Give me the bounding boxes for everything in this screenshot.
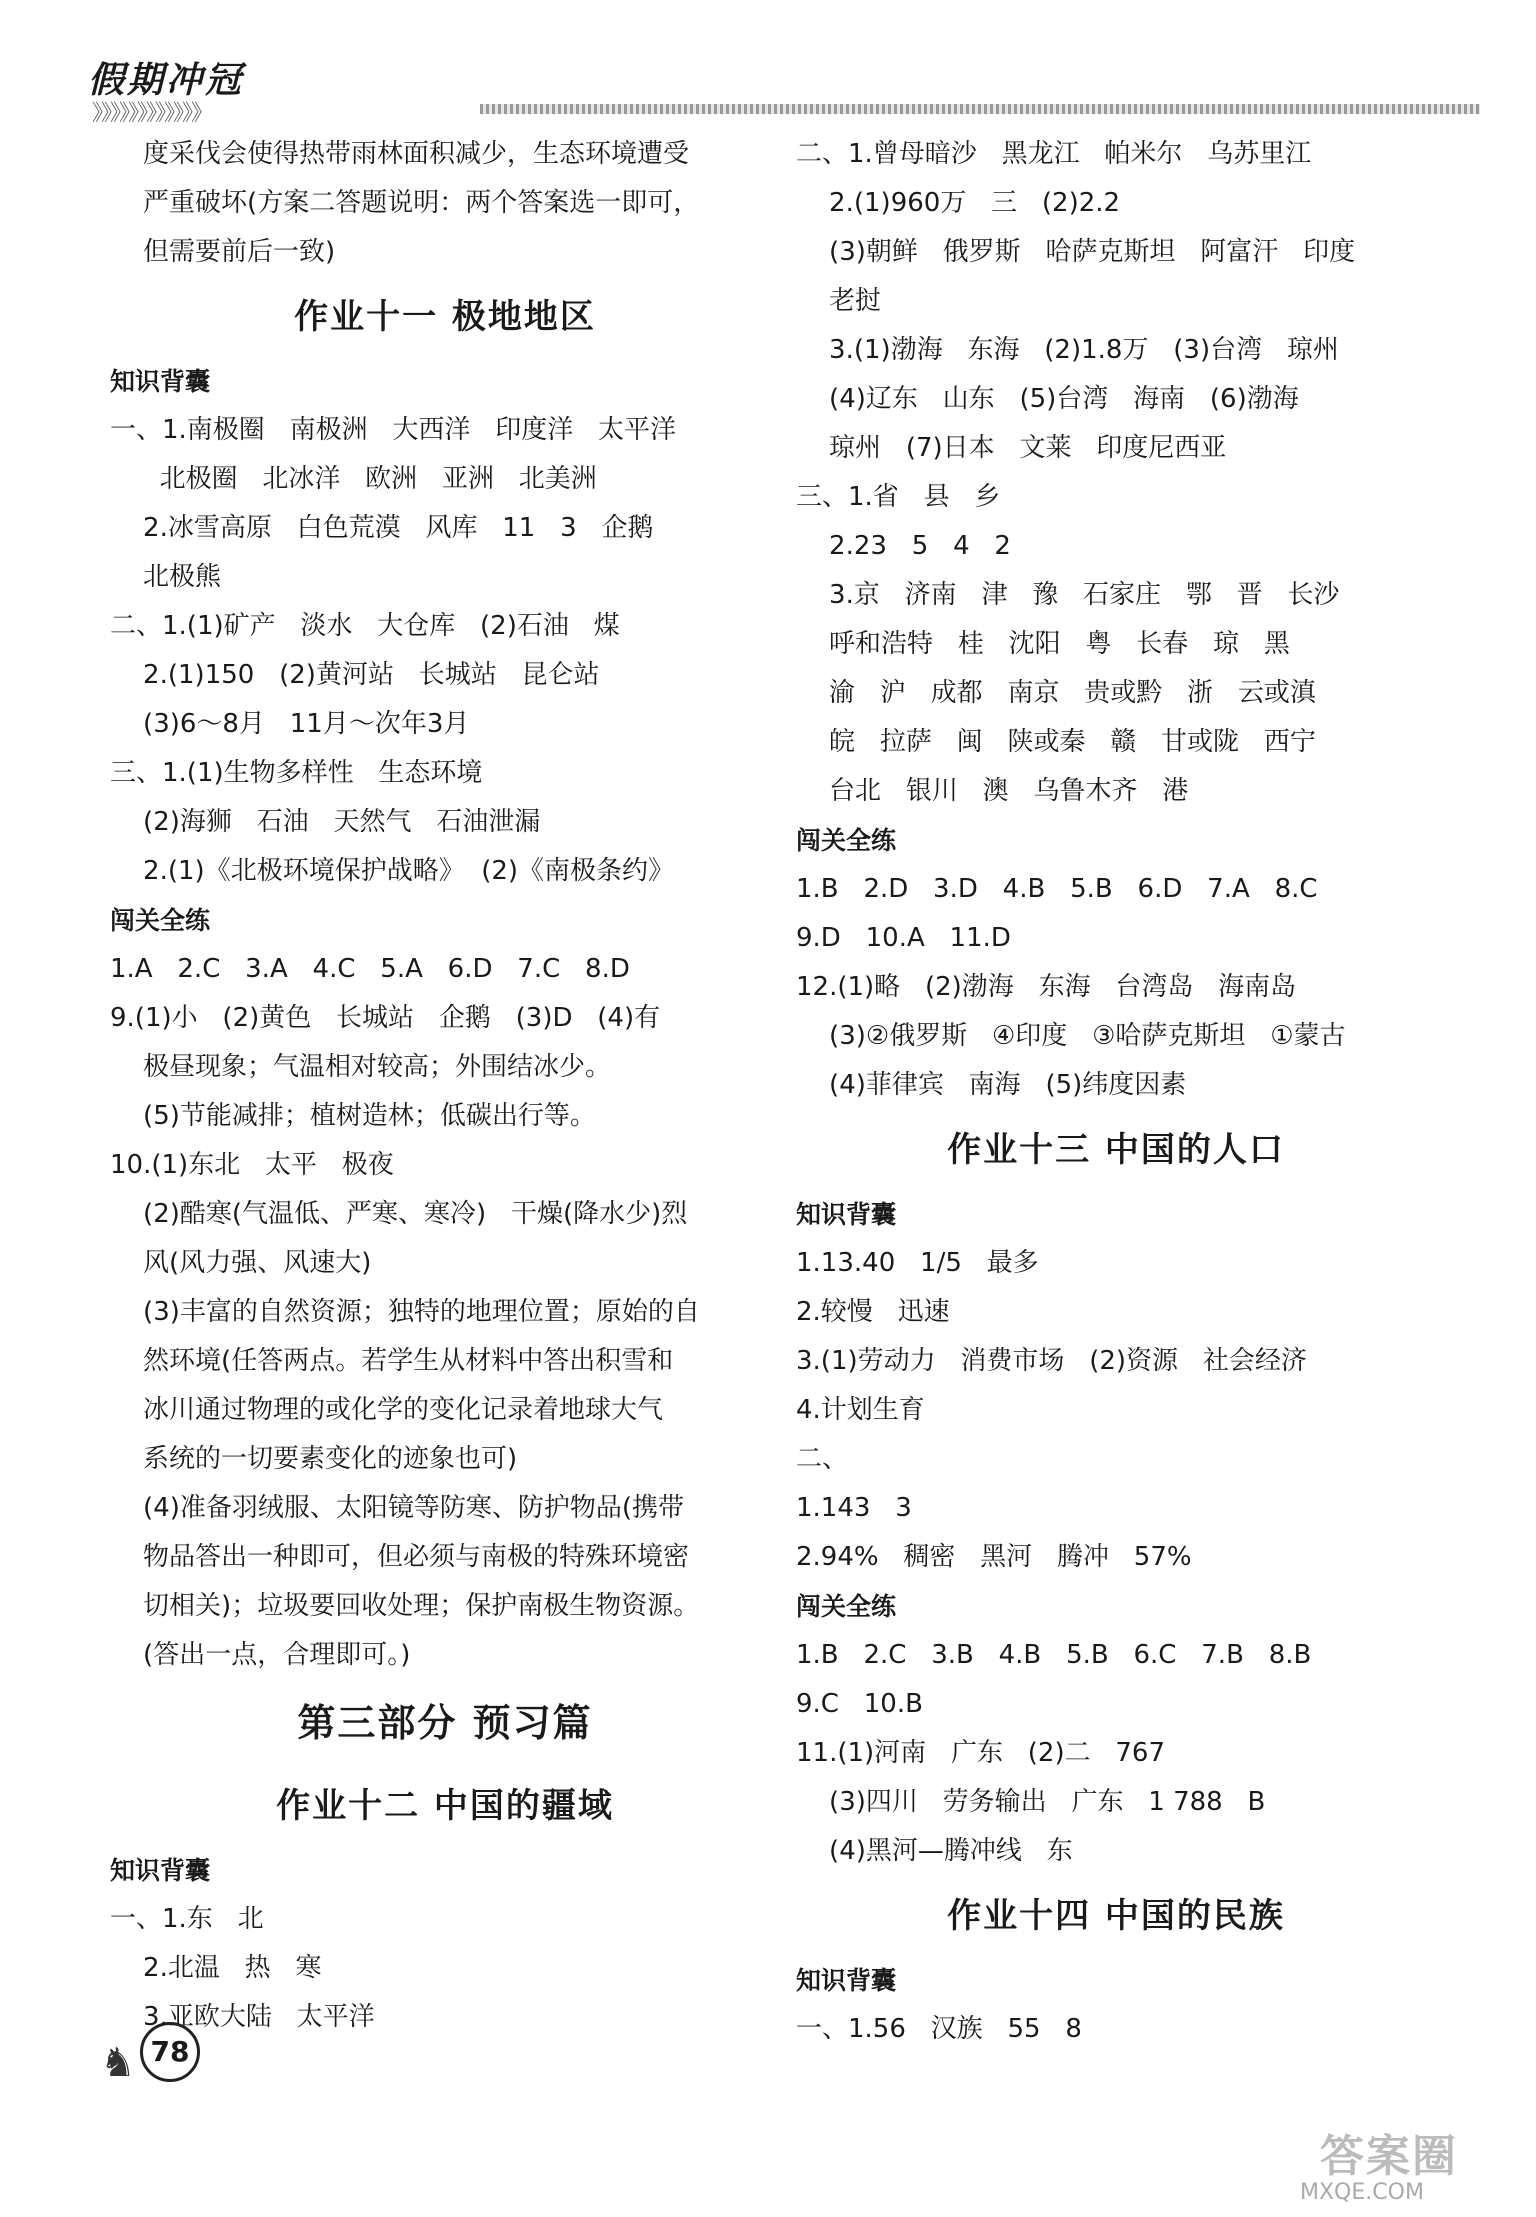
right-subheading: 知识背囊	[796, 1966, 897, 1995]
right-answer-line: 渝 沪 成都 南京 贵或黔 浙 云或滇	[796, 678, 1316, 708]
left-answer-line: (3)丰富的自然资源；独特的地理位置；原始的自	[110, 1297, 700, 1327]
right-answer-line: 二、	[796, 1444, 849, 1474]
left-answer-line: 三、1.(1)生物多样性 生态环境	[110, 758, 483, 788]
left-answer-line: (2)海狮 石油 天然气 石油泄漏	[110, 807, 541, 837]
header-rule	[480, 104, 1480, 114]
right-section-title: 作业十三 中国的人口	[947, 1130, 1285, 1170]
right-subheading: 闯关全练	[796, 826, 897, 855]
left-answer-line: 冰川通过物理的或化学的变化记录着地球大气	[110, 1395, 664, 1425]
right-answer-line: 2.(1)960万 三 (2)2.2	[796, 188, 1121, 218]
left-answer-line: 10.(1)东北 太平 极夜	[110, 1150, 394, 1180]
left-part-title: 第三部分 预习篇	[297, 1701, 593, 1745]
left-answer-line: 2.(1)《北极环境保护战略》 (2)《南极条约》	[110, 856, 675, 886]
left-answer-line: (答出一点，合理即可。)	[110, 1640, 411, 1670]
left-answer-line: 2.冰雪高原 白色荒漠 风库 11 3 企鹅	[110, 513, 654, 543]
left-answer-line: 系统的一切要素变化的迹象也可)	[110, 1444, 518, 1474]
right-answer-line: 三、1.省 县 乡	[796, 482, 1001, 512]
left-answer-line: 严重破坏(方案二答题说明：两个答案选一即可，	[110, 188, 700, 218]
left-answer-line: 2.(1)150 (2)黄河站 长城站 昆仑站	[110, 660, 600, 690]
left-answer-line: 物品答出一种即可，但必须与南极的特殊环境密	[110, 1542, 690, 1572]
left-subheading: 知识背囊	[110, 1856, 211, 1885]
right-column	[796, 130, 1436, 2054]
right-answer-line: 3.京 济南 津 豫 石家庄 鄂 晋 长沙	[796, 580, 1340, 610]
left-subheading: 闯关全练	[110, 906, 211, 935]
right-answer-line: (4)黑河—腾冲线 东	[796, 1836, 1073, 1866]
left-answer-line: 二、1.(1)矿产 淡水 大仓库 (2)石油 煤	[110, 611, 620, 641]
right-answer-line: 12.(1)略 (2)渤海 东海 台湾岛 海南岛	[796, 972, 1297, 1002]
right-answer-line: 11.(1)河南 广东 (2)二 767	[796, 1738, 1166, 1768]
right-answer-line: (4)菲律宾 南海 (5)纬度因素	[796, 1070, 1187, 1100]
right-answer-line: 2.94% 稠密 黑河 腾冲 57%	[796, 1542, 1192, 1572]
right-answer-line: 皖 拉萨 闽 陕或秦 赣 甘或陇 西宁	[796, 727, 1316, 757]
left-answer-line: 度采伐会使得热带雨林面积减少，生态环境遭受	[110, 139, 690, 169]
right-answer-line: 呼和浩特 桂 沈阳 粤 长春 琼 黑	[796, 629, 1290, 659]
right-answer-line: 1.143 3	[796, 1493, 912, 1523]
book-title: 假期冲冠	[88, 60, 245, 101]
left-answer-line: 9.(1)小 (2)黄色 长城站 企鹅 (3)D (4)有	[110, 1003, 661, 1033]
left-answer-line: 但需要前后一致)	[110, 237, 336, 267]
left-answer-line: 极昼现象；气温相对较高；外围结冰少。	[110, 1052, 612, 1082]
left-answer-line: 2.北温 热 寒	[110, 1953, 322, 1983]
left-section-title: 作业十一 极地地区	[294, 297, 596, 337]
left-answer-line: 3.亚欧大陆 太平洋	[110, 2002, 375, 2032]
right-answer-line: 琼州 (7)日本 文莱 印度尼西亚	[796, 433, 1227, 463]
right-answer-line: 2.较慢 迅速	[796, 1297, 950, 1327]
left-answer-line: 一、1.东 北	[110, 1904, 264, 1934]
right-section-title: 作业十四 中国的民族	[947, 1896, 1285, 1936]
right-answer-line: 4.计划生育	[796, 1395, 925, 1425]
right-answer-line: 一、1.56 汉族 55 8	[796, 2014, 1082, 2044]
left-answer-line: 切相关)；垃圾要回收处理；保护南极生物资源。	[110, 1591, 700, 1621]
left-answer-line: 北极圈 北冰洋 欧洲 亚洲 北美洲	[110, 464, 597, 494]
right-answer-line: 1.13.40 1/5 最多	[796, 1248, 1039, 1278]
left-answer-line: 一、1.南极圈 南极洲 大西洋 印度洋 太平洋	[110, 415, 676, 445]
left-answer-line: (2)酷寒(气温低、严寒、寒冷) 干燥(降水少)烈	[110, 1199, 688, 1229]
right-answer-line: 1.B 2.D 3.D 4.B 5.B 6.D 7.A 8.C	[796, 874, 1318, 904]
right-answer-line: (3)四川 劳务输出 广东 1 788 B	[796, 1787, 1266, 1817]
right-answer-line: 9.C 10.B	[796, 1689, 923, 1719]
right-answer-line: 9.D 10.A 11.D	[796, 923, 1011, 953]
left-answer-line: (3)6～8月 11月～次年3月	[110, 709, 470, 739]
right-subheading: 知识背囊	[796, 1200, 897, 1229]
left-answer-line: 然环境(任答两点。若学生从材料中答出积雪和	[110, 1346, 674, 1376]
right-answer-line: 老挝	[796, 286, 882, 316]
header-chevrons: 》》》》》》》》》》》》	[92, 101, 212, 126]
left-column	[110, 130, 780, 2042]
right-answer-line: 二、1.曾母暗沙 黑龙江 帕米尔 乌苏里江	[796, 139, 1312, 169]
left-answer-line: 1.A 2.C 3.A 4.C 5.A 6.D 7.C 8.D	[110, 954, 630, 984]
right-answer-line: (4)辽东 山东 (5)台湾 海南 (6)渤海	[796, 384, 1299, 414]
right-answer-line: (3)朝鲜 俄罗斯 哈萨克斯坦 阿富汗 印度	[796, 237, 1356, 267]
right-answer-line: 1.B 2.C 3.B 4.B 5.B 6.C 7.B 8.B	[796, 1640, 1312, 1670]
right-answer-line: (3)②俄罗斯 ④印度 ③哈萨克斯坦 ①蒙古	[796, 1021, 1346, 1051]
left-answer-line: 风(风力强、风速大)	[110, 1248, 372, 1278]
page-number: 78	[140, 2022, 200, 2082]
left-answer-line: 北极熊	[110, 562, 222, 592]
right-answer-line: 3.(1)劳动力 消费市场 (2)资源 社会经济	[796, 1346, 1307, 1376]
left-section-title: 作业十二 中国的疆域	[276, 1786, 614, 1826]
left-subheading: 知识背囊	[110, 367, 211, 396]
right-answer-line: 3.(1)渤海 东海 (2)1.8万 (3)台湾 琼州	[796, 335, 1339, 365]
left-answer-line: (5)节能减排；植树造林；低碳出行等。	[110, 1101, 596, 1131]
watermark-logo: 答案圈	[1320, 2131, 1458, 2182]
right-answer-line: 2.23 5 4 2	[796, 531, 1011, 561]
watermark-url: MXQE.COM	[1300, 2180, 1424, 2205]
right-answer-line: 台北 银川 澳 乌鲁木齐 港	[796, 776, 1189, 806]
left-answer-line: (4)准备羽绒服、太阳镜等防寒、防护物品(携带	[110, 1493, 685, 1523]
mascot-icon: ♞	[100, 2040, 136, 2086]
right-subheading: 闯关全练	[796, 1592, 897, 1621]
